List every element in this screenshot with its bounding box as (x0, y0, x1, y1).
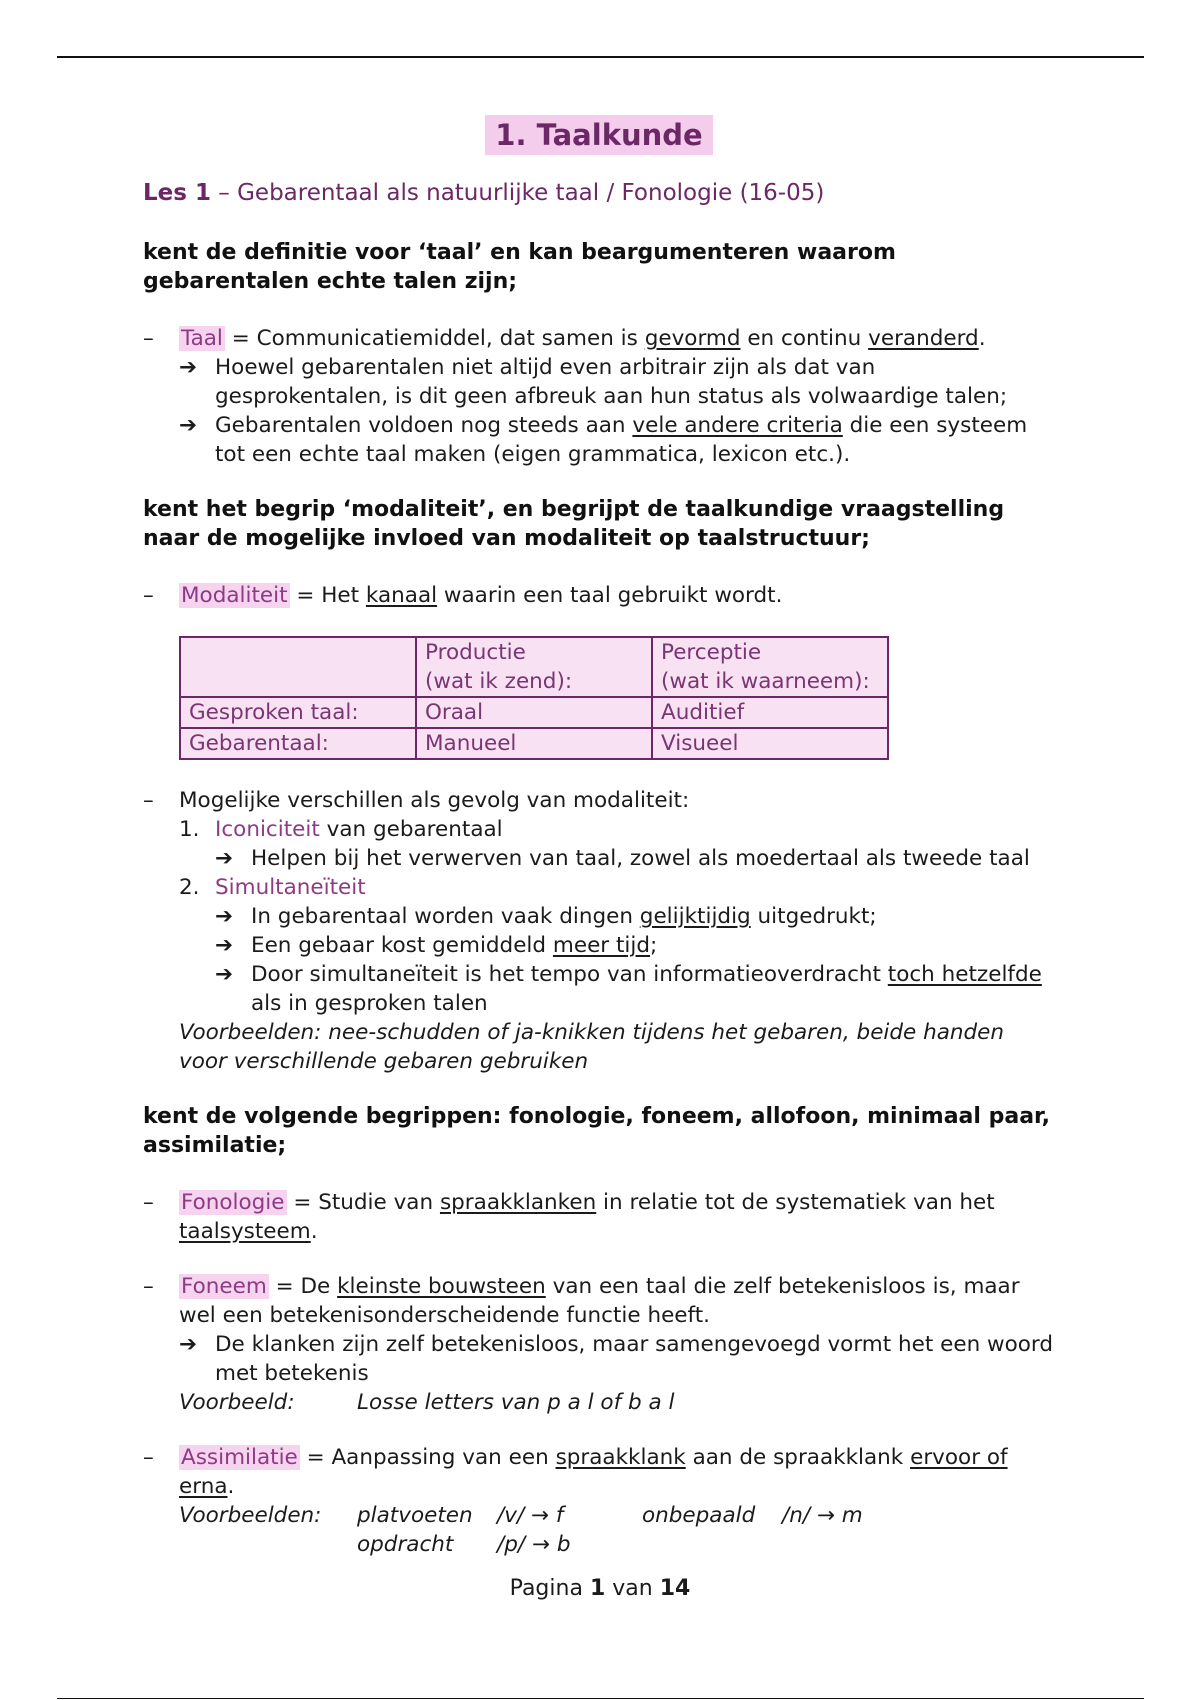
objective-3: kent de volgende begrippen: fonologie, foneem, allofoon, minimaal paar, assimilatie; (143, 1104, 1051, 1158)
examples-note: Voorbeelden: nee-schudden of ja-knikken tijdens het gebaren, beide handen voor verschillende gebaren gebruiken (179, 1020, 1005, 1074)
example-row: opdracht /p/ → b (357, 1532, 571, 1557)
term-foneem: Foneem (181, 1274, 267, 1299)
document-page (143, 105, 1055, 1585)
dash-bullet: – (143, 1445, 154, 1470)
arrow-point: ➔ Door simultaneïteit is het tempo van informatieoverdracht toch hetzelfde als in gesproken talen (215, 962, 1042, 1016)
arrow-point: ➔ De klanken zijn zelf betekenisloos, maar samengevoegd vormt het een woord met betekenis (179, 1332, 1054, 1386)
table-cell (180, 637, 416, 697)
table-cell: Productie (wat ik zend): (416, 637, 652, 697)
arrow-icon: ➔ (215, 846, 234, 871)
arrow-icon: ➔ (179, 413, 198, 438)
table-cell: Manueel (416, 728, 652, 759)
page-title: 1. Taalkunde (143, 115, 1055, 155)
table-cell: Auditief (652, 697, 888, 728)
dash-bullet: – (143, 788, 154, 813)
example-row: Voorbeeld: Losse letters van p a l of b a l (179, 1390, 675, 1415)
arrow-point: ➔ Gebarentalen voldoen nog steeds aan vele andere criteria die een systeem tot een echte taal maken (eigen grammatica, lexicon etc.). (179, 413, 1028, 467)
modaliteit-definition: – Modaliteit = Het kanaal waarin een taal gebruikt wordt. (143, 583, 783, 608)
term-modaliteit: Modaliteit (181, 583, 288, 608)
arrow-icon: ➔ (215, 904, 234, 929)
header-rule (57, 56, 1144, 58)
arrow-icon: ➔ (179, 1332, 198, 1357)
dash-bullet: – (143, 1190, 154, 1215)
dash-bullet: – (143, 583, 154, 608)
table-cell: Gebarentaal: (180, 728, 416, 759)
footer-rule (57, 1698, 1144, 1699)
modality-table (179, 636, 889, 760)
objective-1: kent de definitie voor ‘taal’ en kan beargumenteren waarom gebarentalen echte talen zijn; (143, 240, 896, 294)
fonologie-definition: – Fonologie = Studie van spraakklanken in relatie tot de systematiek van het taalsysteem. (143, 1190, 995, 1244)
term-taal: Taal (181, 326, 223, 351)
table-row (180, 697, 888, 728)
arrow-point: ➔ Een gebaar kost gemiddeld meer tijd; (215, 933, 658, 958)
foneem-definition: – Foneem = De kleinste bouwsteen van een taal die zelf betekenisloos is, maar wel een betekenisonderscheidende functie heeft. ➔ De klanken zijn zelf betekenisloos, maar samengevoegd vormt het een woord met betekenis Voorbeeld: Losse letters van p a l of b a l (143, 1274, 1054, 1415)
assimilatie-definition: – Assimilatie = Aanpassing van een spraakklank aan de spraakklank ervoor of erna. Voorbeelden: platvoeten /v/ → f onbepaald /n/ → m opdracht /p/ → b (143, 1443, 1055, 1559)
term-fonologie: Fonologie (181, 1190, 285, 1215)
table-header-row (180, 637, 888, 697)
arrow-icon: ➔ (215, 933, 234, 958)
arrow-point: ➔ Hoewel gebarentalen niet altijd even arbitrair zijn als dat van gesprokentalen, is dit geen afbreuk aan hun status als volwaardige talen; (179, 355, 1008, 409)
arrow-point: ➔ Helpen bij het verwerven van taal, zowel als moedertaal als tweede taal (215, 846, 1030, 871)
arrow-point: ➔ In gebarentaal worden vaak dingen gelijktijdig uitgedrukt; (215, 904, 877, 929)
arrow-icon: ➔ (215, 962, 234, 987)
table-cell: Gesproken taal: (180, 697, 416, 728)
table-cell: Oraal (416, 697, 652, 728)
term-assimilatie: Assimilatie (181, 1445, 298, 1470)
objective-2: kent het begrip ‘modaliteit’, en begrijpt de taalkundige vraagstelling naar de mogelijke invloed van modaliteit op taalstructuur; (143, 497, 1005, 551)
taal-definition: – Taal = Communicatiemiddel, dat samen is gevormd en continu veranderd. ➔ Hoewel gebarentalen niet altijd even arbitrair zijn als dat van gesprokentalen, is dit geen afbreuk aan hun status als volwaardige talen; ➔ Gebarentalen voldoen nog steeds aan vele andere criteria die een systeem tot een echte taal maken (eigen grammatica, lexicon etc.). (143, 324, 1055, 469)
page-footer: Pagina 1 van 14 (509, 1576, 691, 1601)
modality-differences: – Mogelijke verschillen als gevolg van modaliteit: 1. Iconiciteit van gebarentaal ➔ Helpen bij het verwerven van taal, zowel als moedertaal als tweede taal 2. Simultaneïteit ➔ In gebarentaal worden vaak dingen gelijktijdig uitgedrukt; ➔ Een gebaar kost gemiddeld meer tijd; ➔ Door simultaneïteit is het tempo van informatieoverdracht toch hetzelfde als in gesproken talen Voorbeelden: nee-schudden of ja-knikken tijdens het gebaren, beide handen voor verschillende gebaren gebruiken (143, 786, 1055, 1076)
lesson-heading: Les 1 – Gebarentaal als natuurlijke taal / Fonologie (16-05) (143, 180, 825, 206)
list-item: 1. Iconiciteit van gebarentaal (179, 817, 503, 842)
dash-bullet: – (143, 1274, 154, 1299)
arrow-icon: ➔ (179, 355, 198, 380)
list-item: 2. Simultaneïteit (179, 875, 366, 900)
table-cell: Visueel (652, 728, 888, 759)
example-row: Voorbeelden: platvoeten /v/ → f onbepaald /n/ → m (179, 1503, 863, 1528)
table-row (180, 728, 888, 759)
dash-bullet: – (143, 326, 154, 351)
table-cell: Perceptie (wat ik waarneem): (652, 637, 888, 697)
